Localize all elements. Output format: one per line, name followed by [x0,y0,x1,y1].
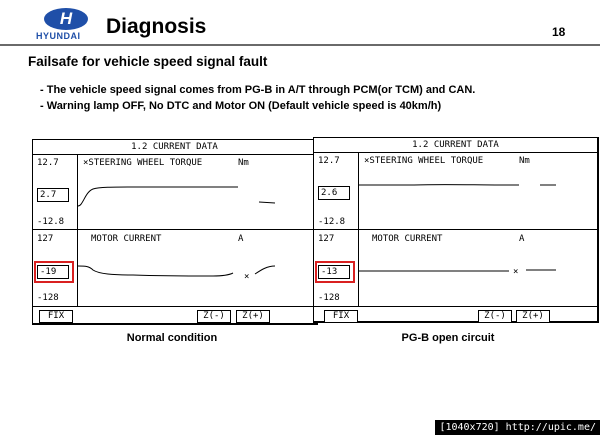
top-graph-max: 12.7 [318,156,340,166]
page-number: 18 [552,25,566,39]
page-title: Diagnosis [106,15,207,38]
top-graph-unit: Nm [238,158,249,168]
hyundai-logo [36,8,96,41]
cursor-marker: × [513,267,519,277]
top-graph-label: ×STEERING WHEEL TORQUE [83,158,203,168]
header-divider [0,44,600,46]
scanner-panel-open-circuit [313,137,599,323]
bottom-graph-max: 127 [37,234,54,244]
bullet-item: - The vehicle speed signal comes from PG-B in A/T through PCM(or TCM) and CAN. [40,84,476,96]
bottom-graph-min: -128 [318,293,340,303]
top-graph-value: 2.7 [37,188,69,202]
top-graph-value: 2.6 [318,186,350,200]
cursor-marker: × [244,272,250,282]
zoom-out-button[interactable]: Z(-) [478,310,512,323]
steering-torque-trace-end [259,202,275,203]
motor-current-trace [78,266,233,276]
fix-button[interactable]: FIX [324,310,358,323]
panel-title: 1.2 CURRENT DATA [412,140,499,150]
image-watermark: [1040x720] http://upic.me/ [435,420,600,435]
fix-button[interactable]: FIX [39,310,73,323]
signal-traces [314,138,600,324]
top-graph-label: ×STEERING WHEEL TORQUE [364,156,484,166]
bottom-graph-value: -19 [37,265,69,279]
bottom-graph-label: MOTOR CURRENT [372,234,443,244]
zoom-in-button[interactable]: Z(+) [516,310,550,323]
motor-current-trace-end [255,266,275,274]
steering-torque-trace [78,187,238,206]
bottom-graph-unit: A [519,234,525,244]
top-graph-min: -12.8 [318,217,346,227]
caption-normal: Normal condition [126,332,218,344]
logo-wordmark: HYUNDAI [36,31,81,41]
panel-title: 1.2 CURRENT DATA [131,142,218,152]
zoom-out-button[interactable]: Z(-) [197,310,231,323]
bottom-graph-value: -13 [318,265,350,279]
section-subtitle: Failsafe for vehicle speed signal fault [28,54,268,69]
top-graph-unit: Nm [519,156,530,166]
hyundai-emblem-icon [44,8,88,30]
top-graph-min: -12.8 [37,217,65,227]
bottom-graph-min: -128 [37,293,59,303]
bottom-graph-label: MOTOR CURRENT [91,234,162,244]
top-graph-max: 12.7 [37,158,59,168]
bullet-item: - Warning lamp OFF, No DTC and Motor ON (Default vehicle speed is 40km/h) [40,100,442,112]
zoom-in-button[interactable]: Z(+) [236,310,270,323]
scanner-panel-normal [32,139,318,325]
bottom-graph-unit: A [238,234,244,244]
caption-open-circuit: PG-B open circuit [401,332,495,344]
bottom-graph-max: 127 [318,234,335,244]
signal-traces [33,140,319,326]
